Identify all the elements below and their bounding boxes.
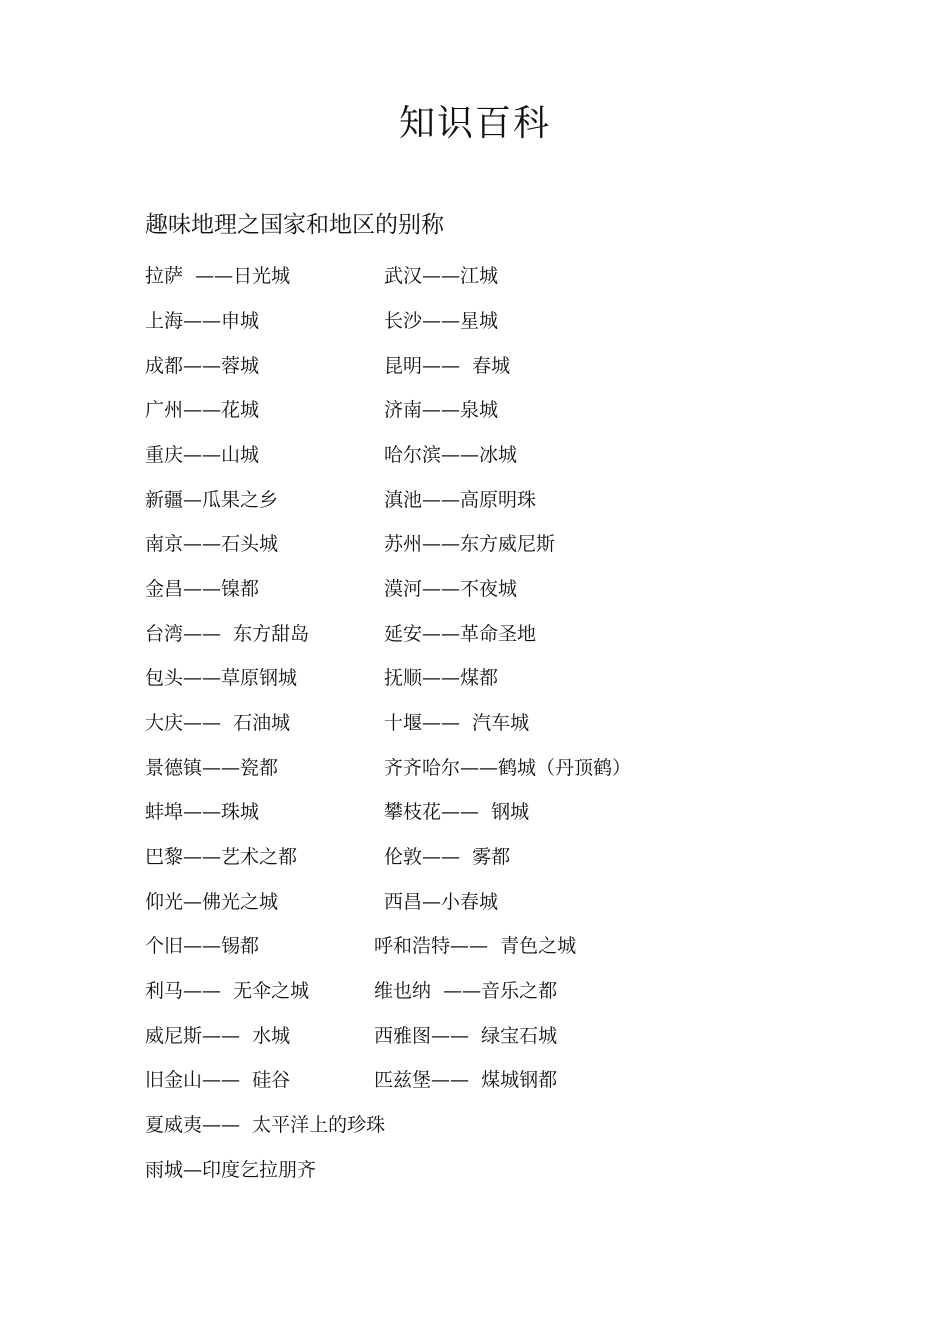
nickname-entry-right: 苏州——东方威尼斯 [384, 533, 556, 555]
nickname-entry-left: 旧金山—— 硅谷 [145, 1069, 291, 1091]
nickname-entry-right: 抚顺——煤都 [384, 667, 499, 689]
nickname-row [0, 348, 950, 384]
nickname-entry-right: 十堰—— 汽车城 [384, 712, 530, 734]
nickname-entry-right: 伦敦—— 雾都 [384, 846, 511, 868]
nickname-entry-left: 南京——石头城 [145, 533, 279, 555]
nickname-row [0, 928, 950, 964]
nickname-entry-right: 西雅图—— 绿宝石城 [374, 1025, 558, 1047]
nickname-entry-right: 武汉——江城 [384, 265, 499, 287]
nickname-entry-right: 长沙——星城 [384, 310, 499, 332]
section-heading: 趣味地理之国家和地区的别称 [145, 212, 444, 238]
nickname-entry-right: 漠河——不夜城 [384, 578, 518, 600]
nickname-entry-right: 匹兹堡—— 煤城钢都 [374, 1069, 558, 1091]
nickname-row [0, 571, 950, 607]
nickname-entry-left: 巴黎——艺术之都 [145, 846, 298, 868]
nickname-entry-left: 景德镇——瓷都 [145, 757, 279, 779]
nickname-entry-left: 雨城—印度乞拉朋齐 [145, 1159, 317, 1181]
nickname-entry-right: 哈尔滨——冰城 [384, 444, 518, 466]
nickname-entry-left: 威尼斯—— 水城 [145, 1025, 291, 1047]
nickname-row [0, 1152, 950, 1188]
nickname-row [0, 258, 950, 294]
nickname-entry-left: 台湾—— 东方甜岛 [145, 623, 310, 645]
nickname-entry-left: 金昌——镍都 [145, 578, 260, 600]
nickname-entry-left: 广州——花城 [145, 399, 260, 421]
nickname-entry-left: 上海——申城 [145, 310, 260, 332]
nickname-row [0, 482, 950, 518]
nickname-row [0, 616, 950, 652]
nickname-entry-left: 包头——草原钢城 [145, 667, 298, 689]
nickname-row [0, 1107, 950, 1143]
nickname-entry-right: 西昌—小春城 [384, 891, 499, 913]
nickname-entry-right: 延安——革命圣地 [384, 623, 537, 645]
nickname-row [0, 660, 950, 696]
nickname-entry-right: 呼和浩特—— 青色之城 [374, 935, 577, 957]
nickname-entry-right: 维也纳 ——音乐之都 [374, 980, 558, 1002]
nickname-row [0, 1062, 950, 1098]
nickname-row [0, 705, 950, 741]
nickname-entry-left: 新疆—瓜果之乡 [145, 489, 279, 511]
nickname-entry-left: 夏威夷—— 太平洋上的珍珠 [145, 1114, 386, 1136]
nickname-row [0, 526, 950, 562]
nickname-row [0, 884, 950, 920]
page-title: 知识百科 [398, 103, 551, 144]
nickname-entry-left: 拉萨 ——日光城 [145, 265, 291, 287]
nickname-row [0, 303, 950, 339]
nickname-entry-right: 济南——泉城 [384, 399, 499, 421]
nickname-row [0, 750, 950, 786]
nickname-entry-left: 大庆—— 石油城 [145, 712, 291, 734]
nickname-entry-left: 成都——蓉城 [145, 355, 260, 377]
nickname-entry-right: 攀枝花—— 钢城 [384, 801, 530, 823]
nickname-entry-left: 利马—— 无伞之城 [145, 980, 310, 1002]
nickname-entry-left: 个旧——锡都 [145, 935, 260, 957]
nickname-entry-left: 重庆——山城 [145, 444, 260, 466]
nickname-entry-right: 昆明—— 春城 [384, 355, 511, 377]
nickname-entry-left: 蚌埠——珠城 [145, 801, 260, 823]
nickname-row [0, 839, 950, 875]
nickname-entry-right: 齐齐哈尔——鹤城（丹顶鹤） [384, 757, 632, 779]
nickname-entry-right: 滇池——高原明珠 [384, 489, 537, 511]
nickname-row [0, 1018, 950, 1054]
nickname-row [0, 973, 950, 1009]
nickname-row [0, 392, 950, 428]
nickname-entry-left: 仰光—佛光之城 [145, 891, 279, 913]
nickname-row [0, 437, 950, 473]
nickname-row [0, 794, 950, 830]
